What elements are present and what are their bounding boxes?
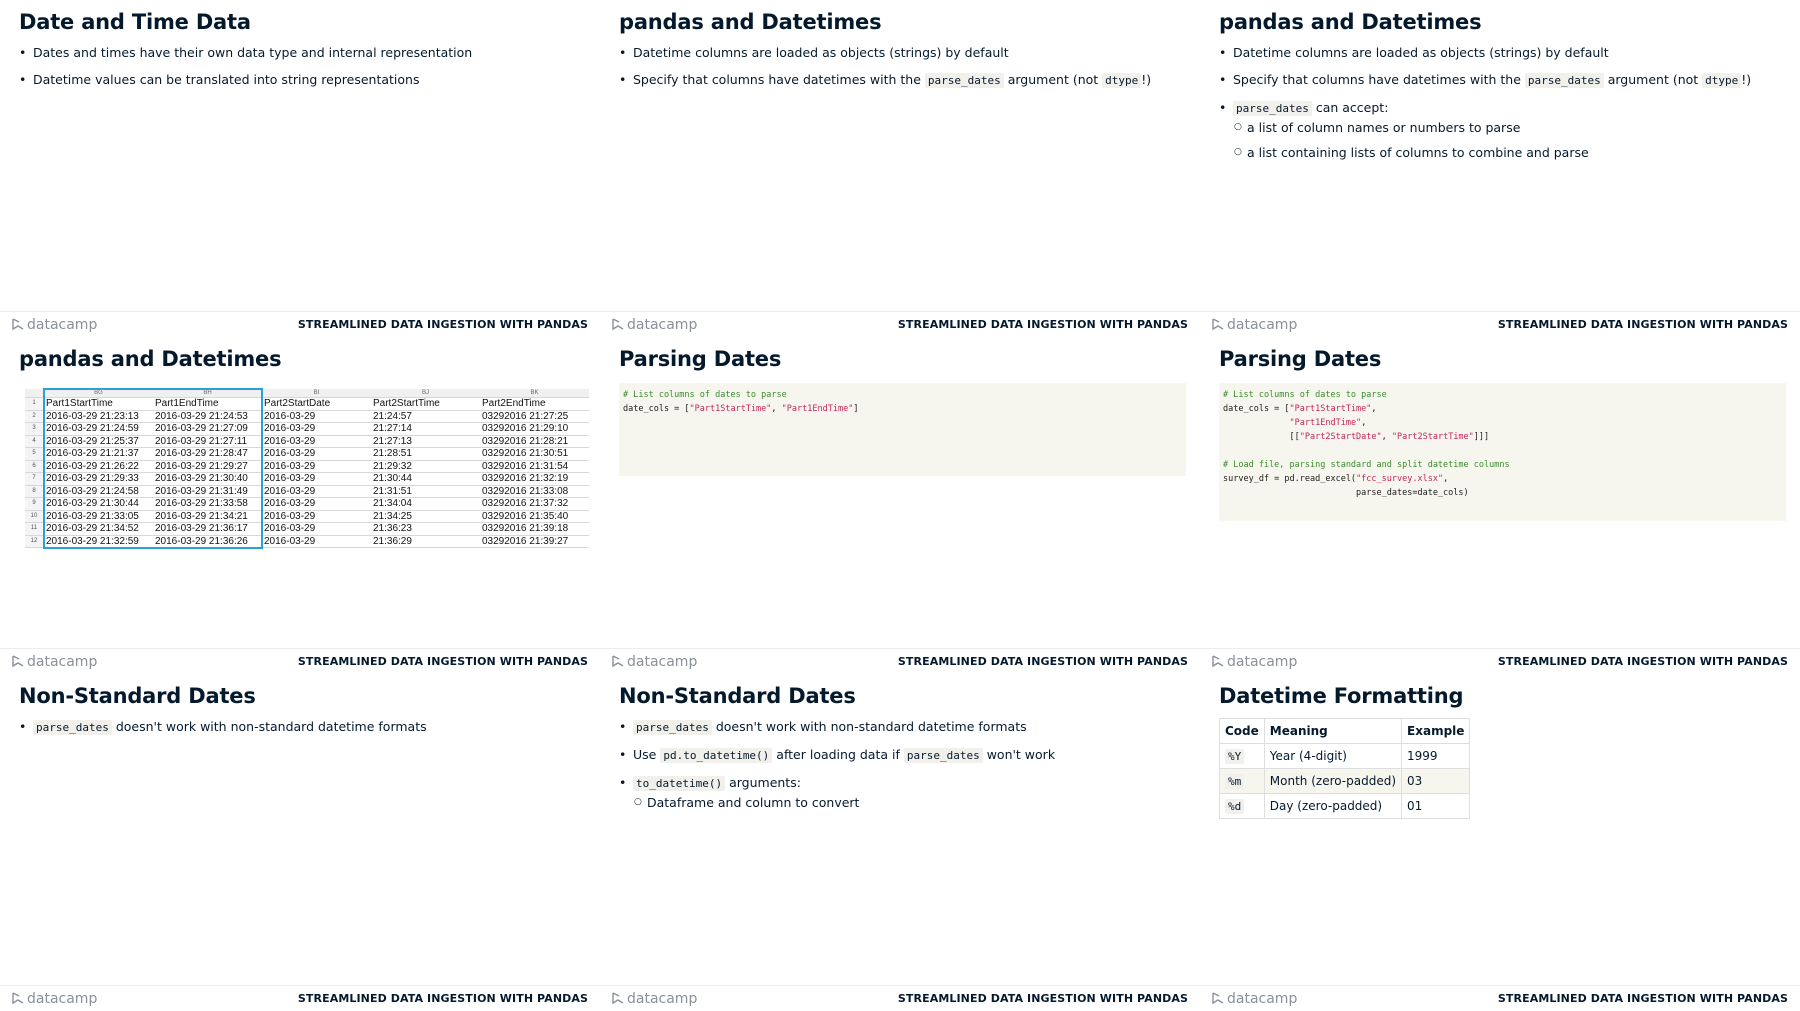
slide-2[interactable] xyxy=(600,0,1200,337)
code-string: "Part2StartDate" xyxy=(1299,432,1382,442)
logo-text: datacamp xyxy=(1227,990,1298,1007)
table-cell: 2016-03-29 21:29:33 xyxy=(44,473,154,486)
slide-title: Datetime Formatting xyxy=(1219,684,1464,708)
code-text: ] xyxy=(853,404,859,414)
code-text: parse_dates=date_cols) xyxy=(1223,488,1469,498)
table-cell: Year (4-digit) xyxy=(1264,744,1401,769)
logo-text: datacamp xyxy=(27,653,98,670)
table-cell: 03292016 21:28:21 xyxy=(480,435,589,448)
inline-code: dtype xyxy=(1702,73,1741,88)
bullet-list xyxy=(619,44,1186,89)
course-title: STREAMLINED DATA INGESTION WITH PANDAS xyxy=(1497,992,1788,1005)
bullet-item xyxy=(1233,71,1786,89)
table-cell: 21:31:51 xyxy=(371,485,480,498)
table-row xyxy=(25,523,589,536)
slide-footer xyxy=(600,311,1200,337)
datacamp-logo-icon xyxy=(12,318,24,331)
table-cell: 21:36:29 xyxy=(371,535,480,548)
table-cell: 2016-03-29 21:36:26 xyxy=(153,535,262,548)
slide-title: Non-Standard Dates xyxy=(19,684,256,708)
datacamp-logo-icon xyxy=(612,992,624,1005)
table-cell: 2016-03-29 xyxy=(262,535,371,548)
bullet-text: Use xyxy=(633,747,657,762)
datacamp-logo xyxy=(12,991,97,1007)
slide-footer xyxy=(1200,985,1800,1011)
code-string: "Part1EndTime" xyxy=(781,404,854,414)
table-row xyxy=(25,448,589,461)
bullet-text: won't work xyxy=(986,747,1056,762)
table-cell: 03292016 21:35:40 xyxy=(480,510,589,523)
code-text: [[ xyxy=(1223,432,1300,442)
bullet-text: argument (not xyxy=(1607,72,1699,87)
datacamp-logo xyxy=(612,654,697,670)
datacamp-logo-icon xyxy=(612,655,624,668)
sub-bullet-item: ○ a list containing lists of columns to combine and parse xyxy=(1247,144,1786,161)
logo-text: datacamp xyxy=(27,990,98,1007)
table-cell xyxy=(1220,769,1265,794)
inline-code: parse_dates xyxy=(633,720,712,735)
column-header: Part2StartDate xyxy=(262,398,371,411)
datacamp-logo xyxy=(1212,991,1297,1007)
course-title: STREAMLINED DATA INGESTION WITH PANDAS xyxy=(297,318,588,331)
code-comment: # List columns of dates to parse xyxy=(623,390,787,400)
code-string: "Part1EndTime" xyxy=(1289,418,1362,428)
logo-text: datacamp xyxy=(627,653,698,670)
code-text: , xyxy=(1381,432,1392,442)
sub-bullet-item: ○ a list of column names or numbers to parse xyxy=(1247,119,1786,136)
table-cell: 21:28:51 xyxy=(371,448,480,461)
bullet-item xyxy=(633,718,1186,736)
sub-bullet-list xyxy=(1233,119,1786,161)
bullet-item xyxy=(633,774,1186,811)
table-cell: 21:27:14 xyxy=(371,423,480,436)
bullet-text: Datetime columns are loaded as objects (strings) by default xyxy=(633,45,1009,60)
datacamp-logo xyxy=(1212,317,1297,333)
table-cell: 2016-03-29 21:34:21 xyxy=(153,510,262,523)
sub-bullet-item: ○ Dataframe and column to convert xyxy=(647,794,1186,811)
column-letter: BG xyxy=(44,389,154,398)
slide-3[interactable] xyxy=(1200,0,1800,337)
bullet-item xyxy=(1233,99,1786,161)
datacamp-logo-icon xyxy=(1212,992,1224,1005)
column-header: Example xyxy=(1402,719,1470,744)
table-cell: 01 xyxy=(1402,794,1470,819)
table-cell: 03292016 21:27:25 xyxy=(480,410,589,423)
table-row xyxy=(25,485,589,498)
code-string: "fcc_survey.xlsx" xyxy=(1356,474,1444,484)
slide-6[interactable] xyxy=(1200,337,1800,674)
bullet-text: Specify that columns have datetimes with the xyxy=(1233,72,1521,87)
table-cell: 03292016 21:30:51 xyxy=(480,448,589,461)
table-cell: 2016-03-29 21:34:52 xyxy=(44,523,154,536)
bullet-list xyxy=(1219,44,1786,161)
inline-code: parse_dates xyxy=(904,748,983,763)
table-cell: 03292016 21:33:08 xyxy=(480,485,589,498)
table-cell: 2016-03-29 xyxy=(262,523,371,536)
column-header: Meaning xyxy=(1264,719,1401,744)
table-cell: 2016-03-29 21:26:22 xyxy=(44,460,154,473)
logo-text: datacamp xyxy=(627,990,698,1007)
datacamp-logo xyxy=(12,317,97,333)
table-cell: Month (zero-padded) xyxy=(1264,769,1401,794)
table-cell: 2016-03-29 21:36:17 xyxy=(153,523,262,536)
slide-footer xyxy=(1200,648,1800,674)
code-block xyxy=(1219,383,1786,521)
sub-bullet-list xyxy=(633,794,1186,811)
table-cell: 2016-03-29 21:30:40 xyxy=(153,473,262,486)
course-title: STREAMLINED DATA INGESTION WITH PANDAS xyxy=(297,992,588,1005)
table-cell: Day (zero-padded) xyxy=(1264,794,1401,819)
bullet-text: arguments: xyxy=(729,775,801,790)
table-cell xyxy=(1220,794,1265,819)
bullet-text: Specify that columns have datetimes with the xyxy=(633,72,921,87)
datacamp-logo xyxy=(1212,654,1297,670)
inline-code: pd.to_datetime() xyxy=(660,748,772,763)
bullet-text: doesn't work with non-standard datetime formats xyxy=(115,719,427,734)
slide-footer xyxy=(600,985,1200,1011)
code-text: date_cols = [ xyxy=(1223,404,1290,414)
code-block xyxy=(619,383,1186,476)
row-number: 10 xyxy=(25,510,44,523)
column-letter: BH xyxy=(153,389,262,398)
course-title: STREAMLINED DATA INGESTION WITH PANDAS xyxy=(897,655,1188,668)
code-string: "Part1StartTime" xyxy=(689,404,772,414)
bullet-text: Datetime columns are loaded as objects (strings) by default xyxy=(1233,45,1609,60)
table-cell: 21:34:04 xyxy=(371,498,480,511)
table-cell: 03292016 21:31:54 xyxy=(480,460,589,473)
table-cell: 21:34:25 xyxy=(371,510,480,523)
row-number: 12 xyxy=(25,535,44,548)
course-title: STREAMLINED DATA INGESTION WITH PANDAS xyxy=(897,992,1188,1005)
bullet-item xyxy=(33,718,586,736)
bullet-item: • Datetime values can be translated into string representations xyxy=(33,71,586,88)
table-cell: 2016-03-29 xyxy=(262,410,371,423)
table-cell: 21:24:57 xyxy=(371,410,480,423)
column-letter-row xyxy=(25,389,589,398)
slide-title: Date and Time Data xyxy=(19,10,251,34)
table-cell: 21:27:13 xyxy=(371,435,480,448)
inline-code: parse_dates xyxy=(33,720,112,735)
table-row xyxy=(25,423,589,436)
row-number: 3 xyxy=(25,423,44,436)
code-comment: # Load file, parsing standard and split datetime columns xyxy=(1223,460,1510,470)
row-number: 5 xyxy=(25,448,44,461)
slide-8[interactable] xyxy=(600,674,1200,1011)
table-cell: 2016-03-29 xyxy=(262,460,371,473)
code-text: , xyxy=(1361,418,1367,428)
row-number: 11 xyxy=(25,523,44,536)
slide-footer xyxy=(0,648,600,674)
table-row xyxy=(25,498,589,511)
table-cell: 03292016 21:39:27 xyxy=(480,535,589,548)
row-number: 2 xyxy=(25,410,44,423)
row-number: 1 xyxy=(25,398,44,411)
inline-code: %d xyxy=(1225,799,1244,814)
datacamp-logo-icon xyxy=(12,992,24,1005)
bullet-item xyxy=(633,71,1186,89)
slide-4[interactable] xyxy=(0,337,600,674)
slide-1[interactable] xyxy=(0,0,600,337)
datacamp-logo xyxy=(612,991,697,1007)
slide-title: pandas and Datetimes xyxy=(619,10,882,34)
inline-code: parse_dates xyxy=(1525,73,1604,88)
table-cell: 1999 xyxy=(1402,744,1470,769)
bullet-text: after loading data if xyxy=(776,747,900,762)
inline-code: dtype xyxy=(1102,73,1141,88)
table-cell: 2016-03-29 21:30:44 xyxy=(44,498,154,511)
table-cell: 2016-03-29 21:21:37 xyxy=(44,448,154,461)
slide-7[interactable] xyxy=(0,674,600,1011)
bullet-list xyxy=(19,718,586,736)
table-cell: 03292016 21:29:10 xyxy=(480,423,589,436)
table-cell: 2016-03-29 21:24:58 xyxy=(44,485,154,498)
bullet-item xyxy=(633,746,1186,764)
table-cell: 2016-03-29 21:27:11 xyxy=(153,435,262,448)
table-cell: 21:36:23 xyxy=(371,523,480,536)
row-number: 6 xyxy=(25,460,44,473)
table-cell: 2016-03-29 xyxy=(262,423,371,436)
course-title: STREAMLINED DATA INGESTION WITH PANDAS xyxy=(297,655,588,668)
table-cell: 2016-03-29 21:33:58 xyxy=(153,498,262,511)
inline-code: %m xyxy=(1225,774,1244,789)
table-row xyxy=(25,510,589,523)
table-row xyxy=(1220,794,1470,819)
bullet-list xyxy=(619,718,1186,811)
row-number: 4 xyxy=(25,435,44,448)
code-text xyxy=(1223,418,1290,428)
slide-footer xyxy=(0,311,600,337)
column-header: Code xyxy=(1220,719,1265,744)
bullet-item xyxy=(1233,44,1786,61)
bullet-text: argument (not xyxy=(1007,72,1099,87)
table-row xyxy=(25,410,589,423)
slide-footer xyxy=(600,648,1200,674)
datacamp-logo xyxy=(12,654,97,670)
table-cell: 2016-03-29 21:28:47 xyxy=(153,448,262,461)
table-cell xyxy=(1220,744,1265,769)
table-row xyxy=(1220,744,1470,769)
code-string: "Part2StartTime" xyxy=(1391,432,1474,442)
datacamp-logo xyxy=(612,317,697,333)
logo-text: datacamp xyxy=(1227,316,1298,333)
format-table xyxy=(1219,718,1470,819)
corner-cell xyxy=(25,389,44,398)
row-number: 8 xyxy=(25,485,44,498)
table-cell: 2016-03-29 xyxy=(262,448,371,461)
code-text: ]]] xyxy=(1473,432,1490,442)
table-row xyxy=(25,435,589,448)
slide-title: Parsing Dates xyxy=(1219,347,1382,371)
datacamp-logo-icon xyxy=(1212,655,1224,668)
table-cell: 2016-03-29 21:25:37 xyxy=(44,435,154,448)
bullet-text: !) xyxy=(1141,72,1152,87)
inline-code: to_datetime() xyxy=(633,776,725,791)
bullet-text: doesn't work with non-standard datetime formats xyxy=(715,719,1027,734)
table-cell: 2016-03-29 xyxy=(262,435,371,448)
code-text: , xyxy=(1371,404,1377,414)
spreadsheet-table xyxy=(25,389,589,548)
table-cell: 2016-03-29 21:27:09 xyxy=(153,423,262,436)
inline-code: %Y xyxy=(1225,749,1244,764)
table-row xyxy=(25,460,589,473)
code-text: survey_df = pd.read_excel( xyxy=(1223,474,1357,484)
table-cell: 03292016 21:39:18 xyxy=(480,523,589,536)
bullet-text: !) xyxy=(1741,72,1752,87)
table-cell: 2016-03-29 21:24:53 xyxy=(153,410,262,423)
table-cell: 2016-03-29 21:31:49 xyxy=(153,485,262,498)
table-cell: 03 xyxy=(1402,769,1470,794)
table-cell: 2016-03-29 xyxy=(262,473,371,486)
inline-code: parse_dates xyxy=(925,73,1004,88)
column-header: Part2EndTime xyxy=(480,398,589,411)
column-letter: BI xyxy=(262,389,371,398)
code-text: date_cols = [ xyxy=(623,404,690,414)
row-number: 9 xyxy=(25,498,44,511)
bullet-item: • Dates and times have their own data type and internal representation xyxy=(33,44,586,61)
table-cell: 2016-03-29 xyxy=(262,485,371,498)
slide-title: pandas and Datetimes xyxy=(19,347,282,371)
slide-title: Parsing Dates xyxy=(619,347,782,371)
course-title: STREAMLINED DATA INGESTION WITH PANDAS xyxy=(1497,318,1788,331)
table-cell: 2016-03-29 xyxy=(262,498,371,511)
datacamp-logo-icon xyxy=(12,655,24,668)
logo-text: datacamp xyxy=(1227,653,1298,670)
column-letter: BK xyxy=(480,389,589,398)
slide-footer xyxy=(0,985,600,1011)
table-cell: 2016-03-29 21:33:05 xyxy=(44,510,154,523)
slide-title: pandas and Datetimes xyxy=(1219,10,1482,34)
bullet-list xyxy=(19,44,586,88)
code-text: , xyxy=(1443,474,1449,484)
table-header-row xyxy=(25,398,589,411)
slide-footer xyxy=(1200,311,1800,337)
table-cell: 2016-03-29 21:29:27 xyxy=(153,460,262,473)
column-header: Part2StartTime xyxy=(371,398,480,411)
table-header-row xyxy=(1220,719,1470,744)
table-cell: 2016-03-29 21:32:59 xyxy=(44,535,154,548)
column-header: Part1EndTime xyxy=(153,398,262,411)
table-cell: 03292016 21:37:32 xyxy=(480,498,589,511)
slide-title: Non-Standard Dates xyxy=(619,684,856,708)
table-cell: 21:30:44 xyxy=(371,473,480,486)
slide-9[interactable] xyxy=(1200,674,1800,1011)
logo-text: datacamp xyxy=(627,316,698,333)
logo-text: datacamp xyxy=(27,316,98,333)
table-row xyxy=(25,473,589,486)
table-cell: 2016-03-29 xyxy=(262,510,371,523)
code-comment: # List columns of dates to parse xyxy=(1223,390,1387,400)
course-title: STREAMLINED DATA INGESTION WITH PANDAS xyxy=(897,318,1188,331)
table-cell: 03292016 21:32:19 xyxy=(480,473,589,486)
code-string: "Part1StartTime" xyxy=(1289,404,1372,414)
course-title: STREAMLINED DATA INGESTION WITH PANDAS xyxy=(1497,655,1788,668)
slide-5[interactable] xyxy=(600,337,1200,674)
bullet-text: can accept: xyxy=(1315,100,1389,115)
datacamp-logo-icon xyxy=(1212,318,1224,331)
row-number: 7 xyxy=(25,473,44,486)
table-cell: 2016-03-29 21:23:13 xyxy=(44,410,154,423)
bullet-item xyxy=(633,44,1186,61)
table-row xyxy=(25,535,589,548)
table-cell: 21:29:32 xyxy=(371,460,480,473)
column-letter: BJ xyxy=(371,389,480,398)
inline-code: parse_dates xyxy=(1233,101,1312,116)
code-text: , xyxy=(771,404,782,414)
table-row xyxy=(1220,769,1470,794)
column-header: Part1StartTime xyxy=(44,398,154,411)
datacamp-logo-icon xyxy=(612,318,624,331)
table-cell: 2016-03-29 21:24:59 xyxy=(44,423,154,436)
